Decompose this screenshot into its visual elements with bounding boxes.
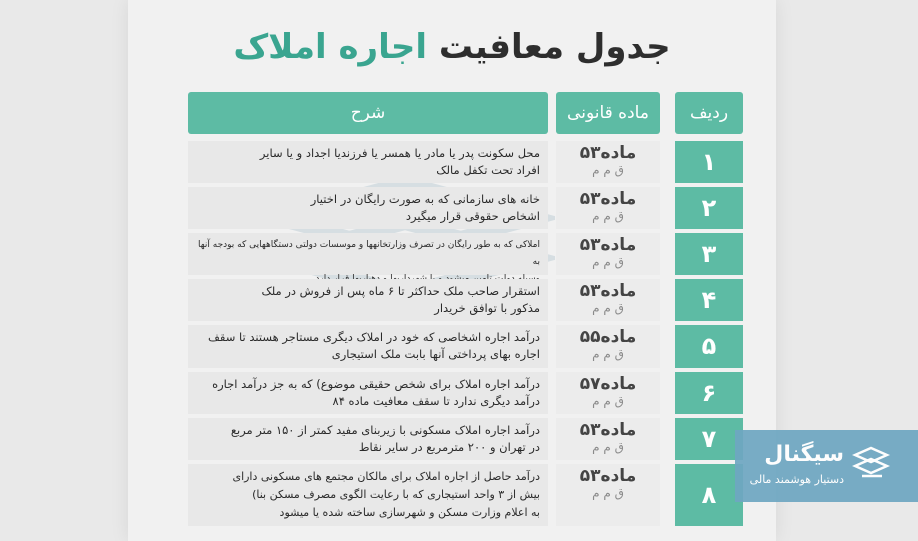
description-line: مذکور با توافق خریدار — [434, 301, 540, 315]
page-title — [128, 22, 776, 72]
row-legal-article — [556, 187, 660, 229]
description-line: اشخاص حقوقی قرار میگیرد — [405, 209, 540, 223]
row-legal-article — [556, 141, 660, 183]
row-number: ۲ — [675, 187, 743, 229]
law-abbreviation: ق م م — [592, 255, 624, 269]
row-number: ۱ — [675, 141, 743, 183]
description-line: املاکی که به طور رایگان در تصرف وزارتخانهها و موسسات دولتی دستگاههایی که بودجه آنها به — [198, 240, 540, 267]
row-number: ۸ — [675, 464, 743, 526]
description-line: درآمد اجاره اشخاصی که خود در املاک دیگری مستاجر هستند تا سقف — [208, 330, 540, 344]
law-abbreviation: ق م م — [592, 209, 624, 223]
header-legal-article: ماده قانونی — [556, 92, 660, 134]
row-number: ۷ — [675, 418, 743, 460]
description-line: افراد تحت تکفل مالک — [436, 163, 540, 177]
row-number: ۳ — [675, 233, 743, 275]
article-number: ماده۵۳ — [579, 143, 637, 163]
brand-subtitle: دستیار هوشمند مالی — [749, 473, 844, 486]
description-line: درآمد دیگری ندارد تا سقف معافیت ماده ۸۴ — [332, 394, 540, 408]
row-description — [188, 325, 548, 368]
description-line: اجاره بهای پرداختی آنها بابت ملک استیجاری — [331, 347, 540, 361]
description-line: درآمد اجاره املاک مسکونی با زیربنای مفید کمتر از ۱۵۰ متر مربع — [230, 423, 540, 437]
row-legal-article — [556, 372, 660, 414]
row-legal-article — [556, 325, 660, 368]
row-legal-article — [556, 464, 660, 526]
law-abbreviation: ق م م — [592, 394, 624, 408]
article-number: ماده۵۵ — [579, 327, 637, 347]
row-description — [188, 418, 548, 460]
title-part1: جدول معافیت — [438, 27, 671, 67]
row-description — [188, 464, 548, 526]
header-description: شرح — [188, 92, 548, 134]
row-description — [188, 372, 548, 414]
description-line: محل سکونت پدر یا مادر یا همسر یا فرزندیا اجداد و یا سایر — [259, 146, 540, 160]
row-legal-article — [556, 279, 660, 321]
article-number: ماده۵۳ — [579, 189, 637, 209]
row-description — [188, 279, 548, 321]
law-abbreviation: ق م م — [592, 347, 624, 361]
row-legal-article — [556, 418, 660, 460]
article-number: ماده۵۷ — [579, 374, 637, 394]
article-number: ماده۵۳ — [579, 420, 637, 440]
row-number: ۶ — [675, 372, 743, 414]
brand-badge — [735, 430, 918, 502]
law-abbreviation: ق م م — [592, 486, 624, 500]
header-row-number: ردیف — [675, 92, 743, 134]
description-line: بیش از ۳ واحد استیجاری که با رعایت الگوی مصرف مسکن بنا) — [252, 488, 540, 501]
law-abbreviation: ق م م — [592, 163, 624, 177]
article-number: ماده۵۳ — [579, 281, 637, 301]
title-part2: اجاره املاک — [233, 27, 428, 67]
row-description — [188, 141, 548, 183]
row-description — [188, 233, 548, 275]
article-number: ماده۵۳ — [579, 466, 637, 486]
row-legal-article — [556, 233, 660, 275]
description-line: خانه های سازمانی که به صورت رایگان در اختیار — [310, 192, 540, 206]
signal-logo-icon — [852, 446, 890, 482]
law-abbreviation: ق م م — [592, 301, 624, 315]
row-number: ۴ — [675, 279, 743, 321]
brand-name: سیگنال — [764, 442, 844, 467]
description-line: به اعلام وزارت مسکن و شهرسازی ساخته شده یا میشود — [279, 506, 540, 519]
law-abbreviation: ق م م — [592, 440, 624, 454]
article-number: ماده۵۳ — [579, 235, 637, 255]
description-line: درآمد اجاره املاک برای شخص حقیقی موضوع) که به جز درآمد اجاره — [212, 377, 540, 391]
row-description — [188, 187, 548, 229]
description-line: در تهران و ۲۰۰ مترمربع در سایر نقاط — [358, 440, 540, 454]
row-number: ۵ — [675, 325, 743, 368]
description-line: استقرار صاحب ملک حداکثر تا ۶ ماه پس از فروش در ملک — [261, 284, 540, 298]
description-line: درآمد حاصل از اجاره املاک برای مالکان مجتمع های مسکونی دارای — [232, 470, 540, 483]
